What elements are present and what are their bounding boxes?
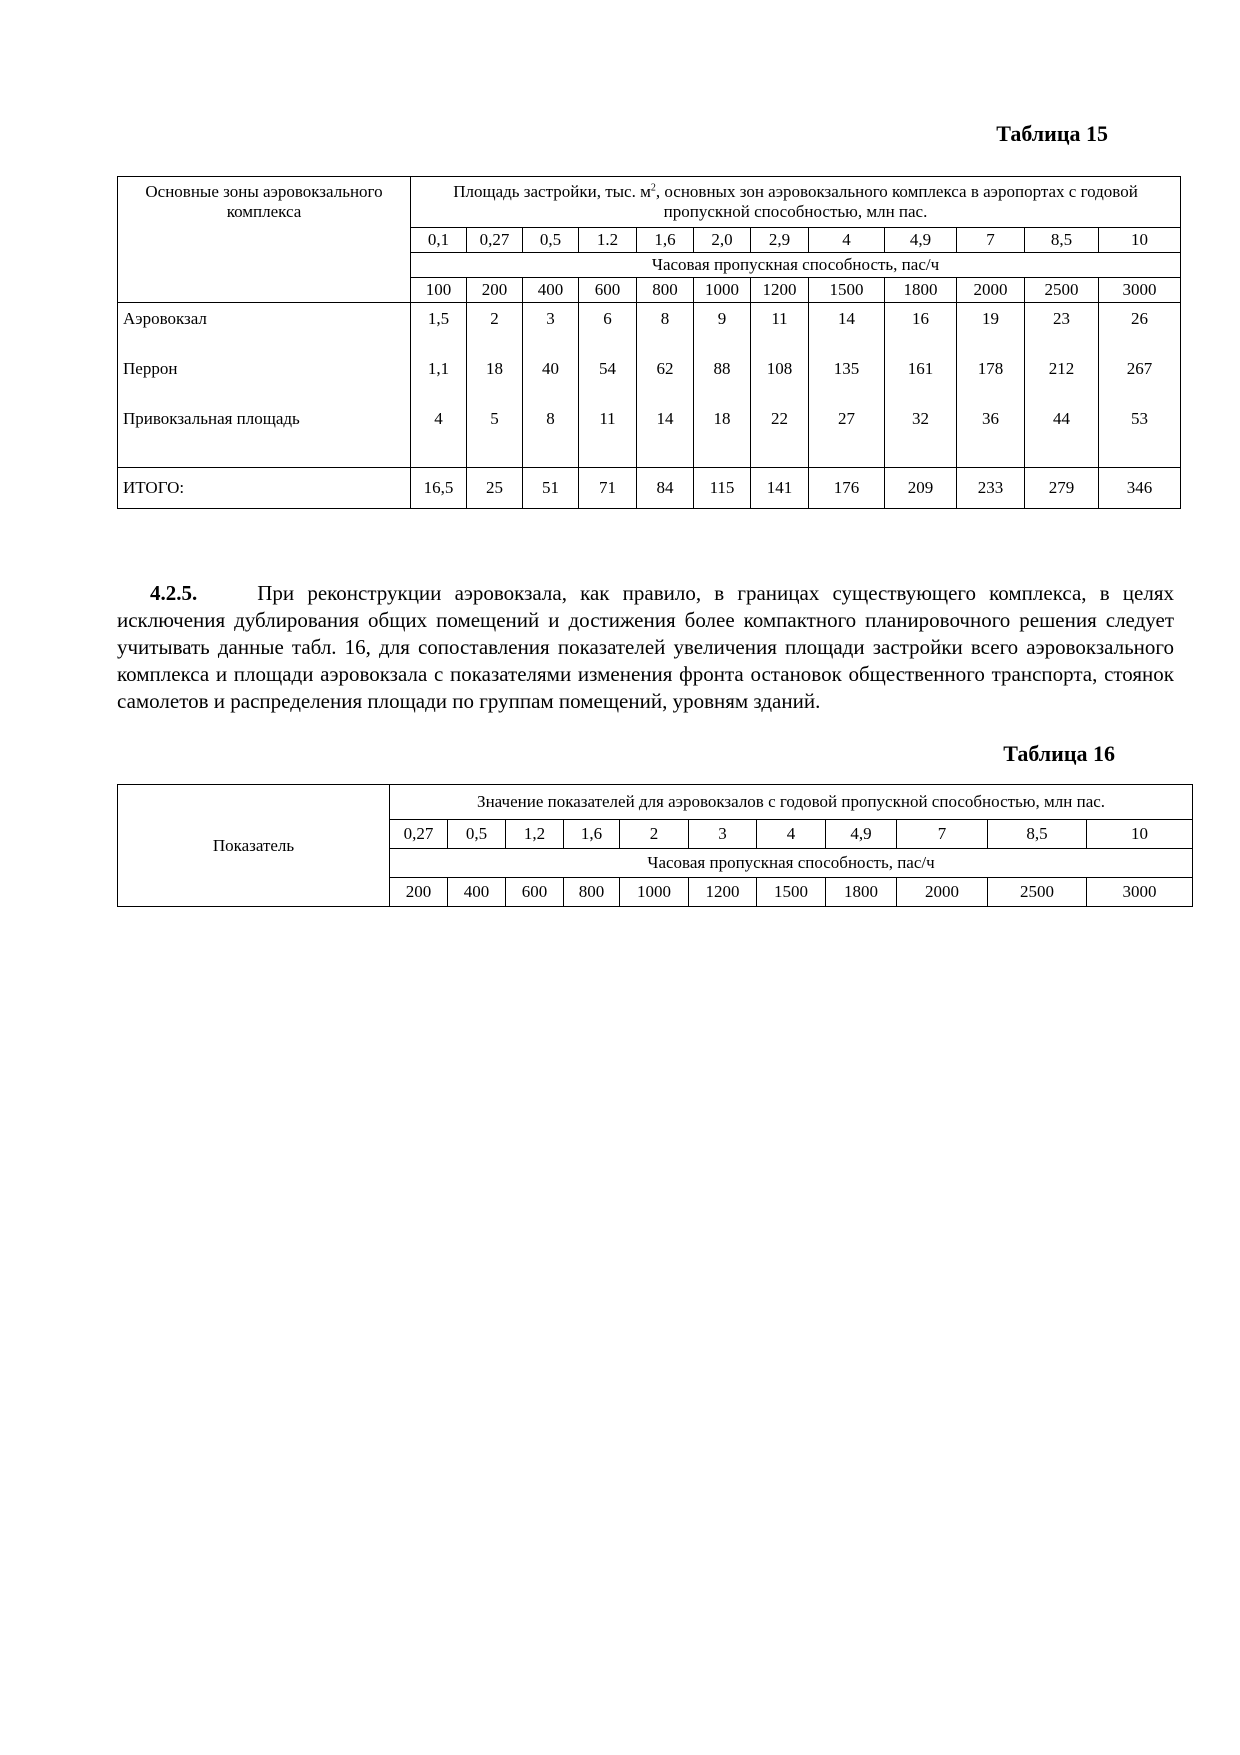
annual-capacity-cell: 1,6 xyxy=(564,820,620,849)
annual-capacity-cell: 0,1 xyxy=(411,228,467,253)
area-value: 3 xyxy=(523,303,579,354)
area-value: 40 xyxy=(523,353,579,403)
area-value: 18 xyxy=(467,353,523,403)
area-value: 9 xyxy=(694,303,751,354)
area-value: 135 xyxy=(809,353,885,403)
table-row xyxy=(118,303,1181,354)
annual-capacity-cell: 10 xyxy=(1087,820,1193,849)
hourly-capacity-label: Часовая пропускная способность, пас/ч xyxy=(390,849,1193,878)
annual-capacity-cell: 1,6 xyxy=(637,228,694,253)
total-value: 25 xyxy=(467,468,523,509)
area-value: 108 xyxy=(751,353,809,403)
total-value: 115 xyxy=(694,468,751,509)
hourly-capacity-cell: 1200 xyxy=(751,278,809,303)
area-value: 212 xyxy=(1025,353,1099,403)
annual-capacity-cell: 0,5 xyxy=(523,228,579,253)
hourly-capacity-cell: 2000 xyxy=(897,878,988,907)
total-value: 176 xyxy=(809,468,885,509)
area-value: 6 xyxy=(579,303,637,354)
area-value: 4 xyxy=(411,403,467,468)
annual-capacity-cell: 0,27 xyxy=(390,820,448,849)
annual-capacity-cell: 10 xyxy=(1099,228,1181,253)
indicator-header: Показатель xyxy=(118,785,390,907)
area-value: 14 xyxy=(809,303,885,354)
annual-capacity-cell: 7 xyxy=(957,228,1025,253)
zone-name: Привокзальная площадь xyxy=(118,403,411,468)
annual-capacity-cell: 4,9 xyxy=(885,228,957,253)
hourly-capacity-cell: 800 xyxy=(564,878,620,907)
hourly-capacity-cell: 600 xyxy=(506,878,564,907)
annual-capacity-cell: 4 xyxy=(809,228,885,253)
total-value: 84 xyxy=(637,468,694,509)
annual-capacity-cell: 7 xyxy=(897,820,988,849)
table-16-caption: Таблица 16 xyxy=(1003,741,1115,766)
annual-capacity-cell: 4 xyxy=(757,820,826,849)
section-text: При реконструкции аэровокзала, как правило, в границах существующего комплекса, в целях исключения дублирования общих помещений и достижения более компактного планировочного решения следует учитывать данные табл. 16, для сопоставления показателей увеличения площади застройки всего аэровокзального комплекса и площади аэровокзала с показателями изменения фронта остановок общественного транспорта, стоянок самолетов и распределения площади по группам помещений, уровням зданий. xyxy=(117,581,1174,713)
annual-capacity-cell: 4,9 xyxy=(826,820,897,849)
area-value: 27 xyxy=(809,403,885,468)
hourly-capacity-cell: 2000 xyxy=(957,278,1025,303)
area-value: 23 xyxy=(1025,303,1099,354)
hourly-capacity-cell: 1800 xyxy=(826,878,897,907)
hourly-capacity-cell: 800 xyxy=(637,278,694,303)
area-value: 22 xyxy=(751,403,809,468)
area-value: 11 xyxy=(751,303,809,354)
hourly-capacity-cell: 200 xyxy=(390,878,448,907)
area-value: 14 xyxy=(637,403,694,468)
hourly-capacity-cell: 100 xyxy=(411,278,467,303)
area-value: 8 xyxy=(637,303,694,354)
area-value: 36 xyxy=(957,403,1025,468)
area-value: 11 xyxy=(579,403,637,468)
annual-capacity-cell: 3 xyxy=(689,820,757,849)
area-header: Площадь застройки, тыс. $м^2$, основных зон аэровокзального комплекса в аэропортах с годовой пропускной способностью, млн пас. xyxy=(411,177,1181,228)
table-15 xyxy=(117,176,1181,509)
hourly-capacity-label: Часовая пропускная способность, пас/ч xyxy=(411,253,1181,278)
area-value: 2 xyxy=(467,303,523,354)
section-paragraph xyxy=(117,580,1174,715)
table-15-caption: Таблица 15 xyxy=(996,121,1108,146)
annual-capacity-cell: 2 xyxy=(620,820,689,849)
table-row xyxy=(118,403,1181,468)
value-header: Значение показателей для аэровокзалов с годовой пропускной способностью, млн пас. xyxy=(390,785,1193,820)
hourly-capacity-cell: 2500 xyxy=(988,878,1087,907)
total-value: 141 xyxy=(751,468,809,509)
annual-capacity-cell: 2,9 xyxy=(751,228,809,253)
area-value: 19 xyxy=(957,303,1025,354)
area-value: 161 xyxy=(885,353,957,403)
hourly-capacity-cell: 2500 xyxy=(1025,278,1099,303)
table-16 xyxy=(117,784,1193,907)
section-number: 4.2.5. xyxy=(150,581,198,605)
annual-capacity-cell: 1.2 xyxy=(579,228,637,253)
total-value: 71 xyxy=(579,468,637,509)
total-value: 51 xyxy=(523,468,579,509)
area-value: 88 xyxy=(694,353,751,403)
area-value: 18 xyxy=(694,403,751,468)
hourly-capacity-cell: 400 xyxy=(523,278,579,303)
annual-capacity-cell: 8,5 xyxy=(988,820,1087,849)
annual-capacity-cell: 8,5 xyxy=(1025,228,1099,253)
area-value: 44 xyxy=(1025,403,1099,468)
hourly-capacity-cell: 1000 xyxy=(620,878,689,907)
total-row xyxy=(118,468,1181,509)
hourly-capacity-cell: 3000 xyxy=(1087,878,1193,907)
total-value: 233 xyxy=(957,468,1025,509)
annual-capacity-cell: 0,27 xyxy=(467,228,523,253)
zone-name: Аэровокзал xyxy=(118,303,411,354)
total-value: 16,5 xyxy=(411,468,467,509)
area-value: 267 xyxy=(1099,353,1181,403)
area-value: 5 xyxy=(467,403,523,468)
table-row xyxy=(118,353,1181,403)
hourly-capacity-cell: 1000 xyxy=(694,278,751,303)
area-value: 26 xyxy=(1099,303,1181,354)
hourly-capacity-cell: 1500 xyxy=(809,278,885,303)
area-value: 1,5 xyxy=(411,303,467,354)
total-value: 209 xyxy=(885,468,957,509)
annual-capacity-cell: 1,2 xyxy=(506,820,564,849)
area-value: 16 xyxy=(885,303,957,354)
area-value: 54 xyxy=(579,353,637,403)
hourly-capacity-cell: 600 xyxy=(579,278,637,303)
area-value: 62 xyxy=(637,353,694,403)
hourly-capacity-cell: 1500 xyxy=(757,878,826,907)
area-value: 32 xyxy=(885,403,957,468)
hourly-capacity-cell: 1800 xyxy=(885,278,957,303)
hourly-capacity-cell: 1200 xyxy=(689,878,757,907)
area-value: 53 xyxy=(1099,403,1181,468)
zone-name: Перрон xyxy=(118,353,411,403)
annual-capacity-cell: 0,5 xyxy=(448,820,506,849)
hourly-capacity-cell: 400 xyxy=(448,878,506,907)
hourly-capacity-cell: 200 xyxy=(467,278,523,303)
area-value: 1,1 xyxy=(411,353,467,403)
area-value: 178 xyxy=(957,353,1025,403)
area-value: 8 xyxy=(523,403,579,468)
total-value: 279 xyxy=(1025,468,1099,509)
hourly-capacity-cell: 3000 xyxy=(1099,278,1181,303)
total-label: ИТОГО: xyxy=(118,468,411,509)
zone-header: Основные зоны аэровокзального комплекса xyxy=(118,177,411,303)
total-value: 346 xyxy=(1099,468,1181,509)
annual-capacity-cell: 2,0 xyxy=(694,228,751,253)
